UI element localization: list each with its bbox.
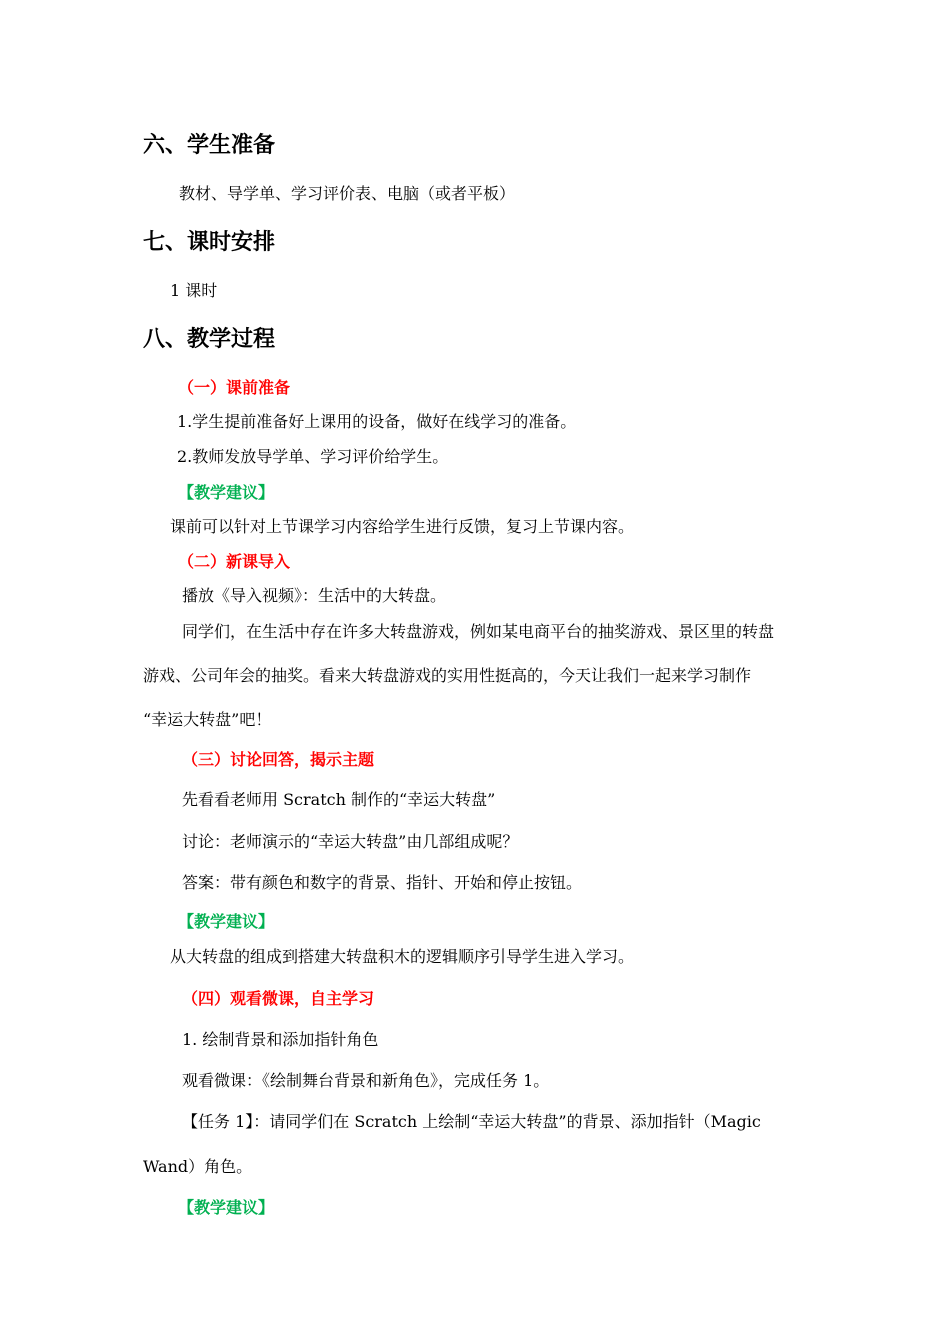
part2-paragraph-line-1: 同学们，在生活中存在许多大转盘游戏，例如某电商平台的抽奖游戏、景区里的转盘	[182, 622, 775, 641]
section-heading-schedule: 七、课时安排	[143, 230, 276, 255]
part3-tip-label: 【教学建议】	[178, 912, 275, 931]
part4-tip-label: 【教学建议】	[178, 1198, 275, 1217]
part2-heading: （二）新课导入	[178, 552, 291, 571]
part4-line-1: 1. 绘制背景和添加指针角色	[182, 1030, 379, 1049]
part1-heading: （一）课前准备	[178, 378, 291, 397]
part4-line-2: 观看微课：《绘制舞台背景和新角色》，完成任务 1。	[182, 1071, 550, 1090]
part3-line-3: 答案：带有颜色和数字的背景、指针、开始和停止按钮。	[182, 873, 583, 892]
section-heading-student-prep: 六、学生准备	[143, 133, 276, 158]
part4-task-line-2: Wand）角色。	[143, 1157, 253, 1176]
part3-line-2: 讨论：老师演示的“幸运大转盘”由几部组成呢？	[182, 832, 519, 851]
part4-heading: （四）观看微课，自主学习	[182, 989, 375, 1008]
part2-paragraph-line-2: 游戏、公司年会的抽奖。看来大转盘游戏的实用性挺高的，今天让我们一起来学习制作	[143, 666, 752, 685]
student-prep-text: 教材、导学单、学习评价表、电脑（或者平板）	[179, 184, 516, 203]
schedule-text: 1 课时	[170, 281, 218, 300]
part1-tip-label: 【教学建议】	[178, 483, 275, 502]
part3-heading: （三）讨论回答，揭示主题	[182, 750, 375, 769]
section-heading-teaching-process: 八、教学过程	[143, 327, 276, 352]
part3-tip-text: 从大转盘的组成到搭建大转盘积木的逻辑顺序引导学生进入学习。	[170, 947, 635, 966]
part1-item-1: 1.学生提前准备好上课用的设备，做好在线学习的准备。	[177, 412, 577, 431]
part3-line-1: 先看看老师用 Scratch 制作的“幸运大转盘”	[182, 790, 496, 809]
part1-tip-text: 课前可以针对上节课学习内容给学生进行反馈，复习上节课内容。	[170, 517, 635, 536]
part1-item-2: 2.教师发放导学单、学习评价给学生。	[177, 447, 449, 466]
part4-task-line-1: 【任务 1】：请同学们在 Scratch 上绘制“幸运大转盘”的背景、添加指针（Magic	[182, 1112, 761, 1131]
part2-paragraph-line-3: “幸运大转盘”吧！	[143, 710, 272, 729]
part2-line-1: 播放《导入视频》：生活中的大转盘。	[182, 586, 447, 605]
